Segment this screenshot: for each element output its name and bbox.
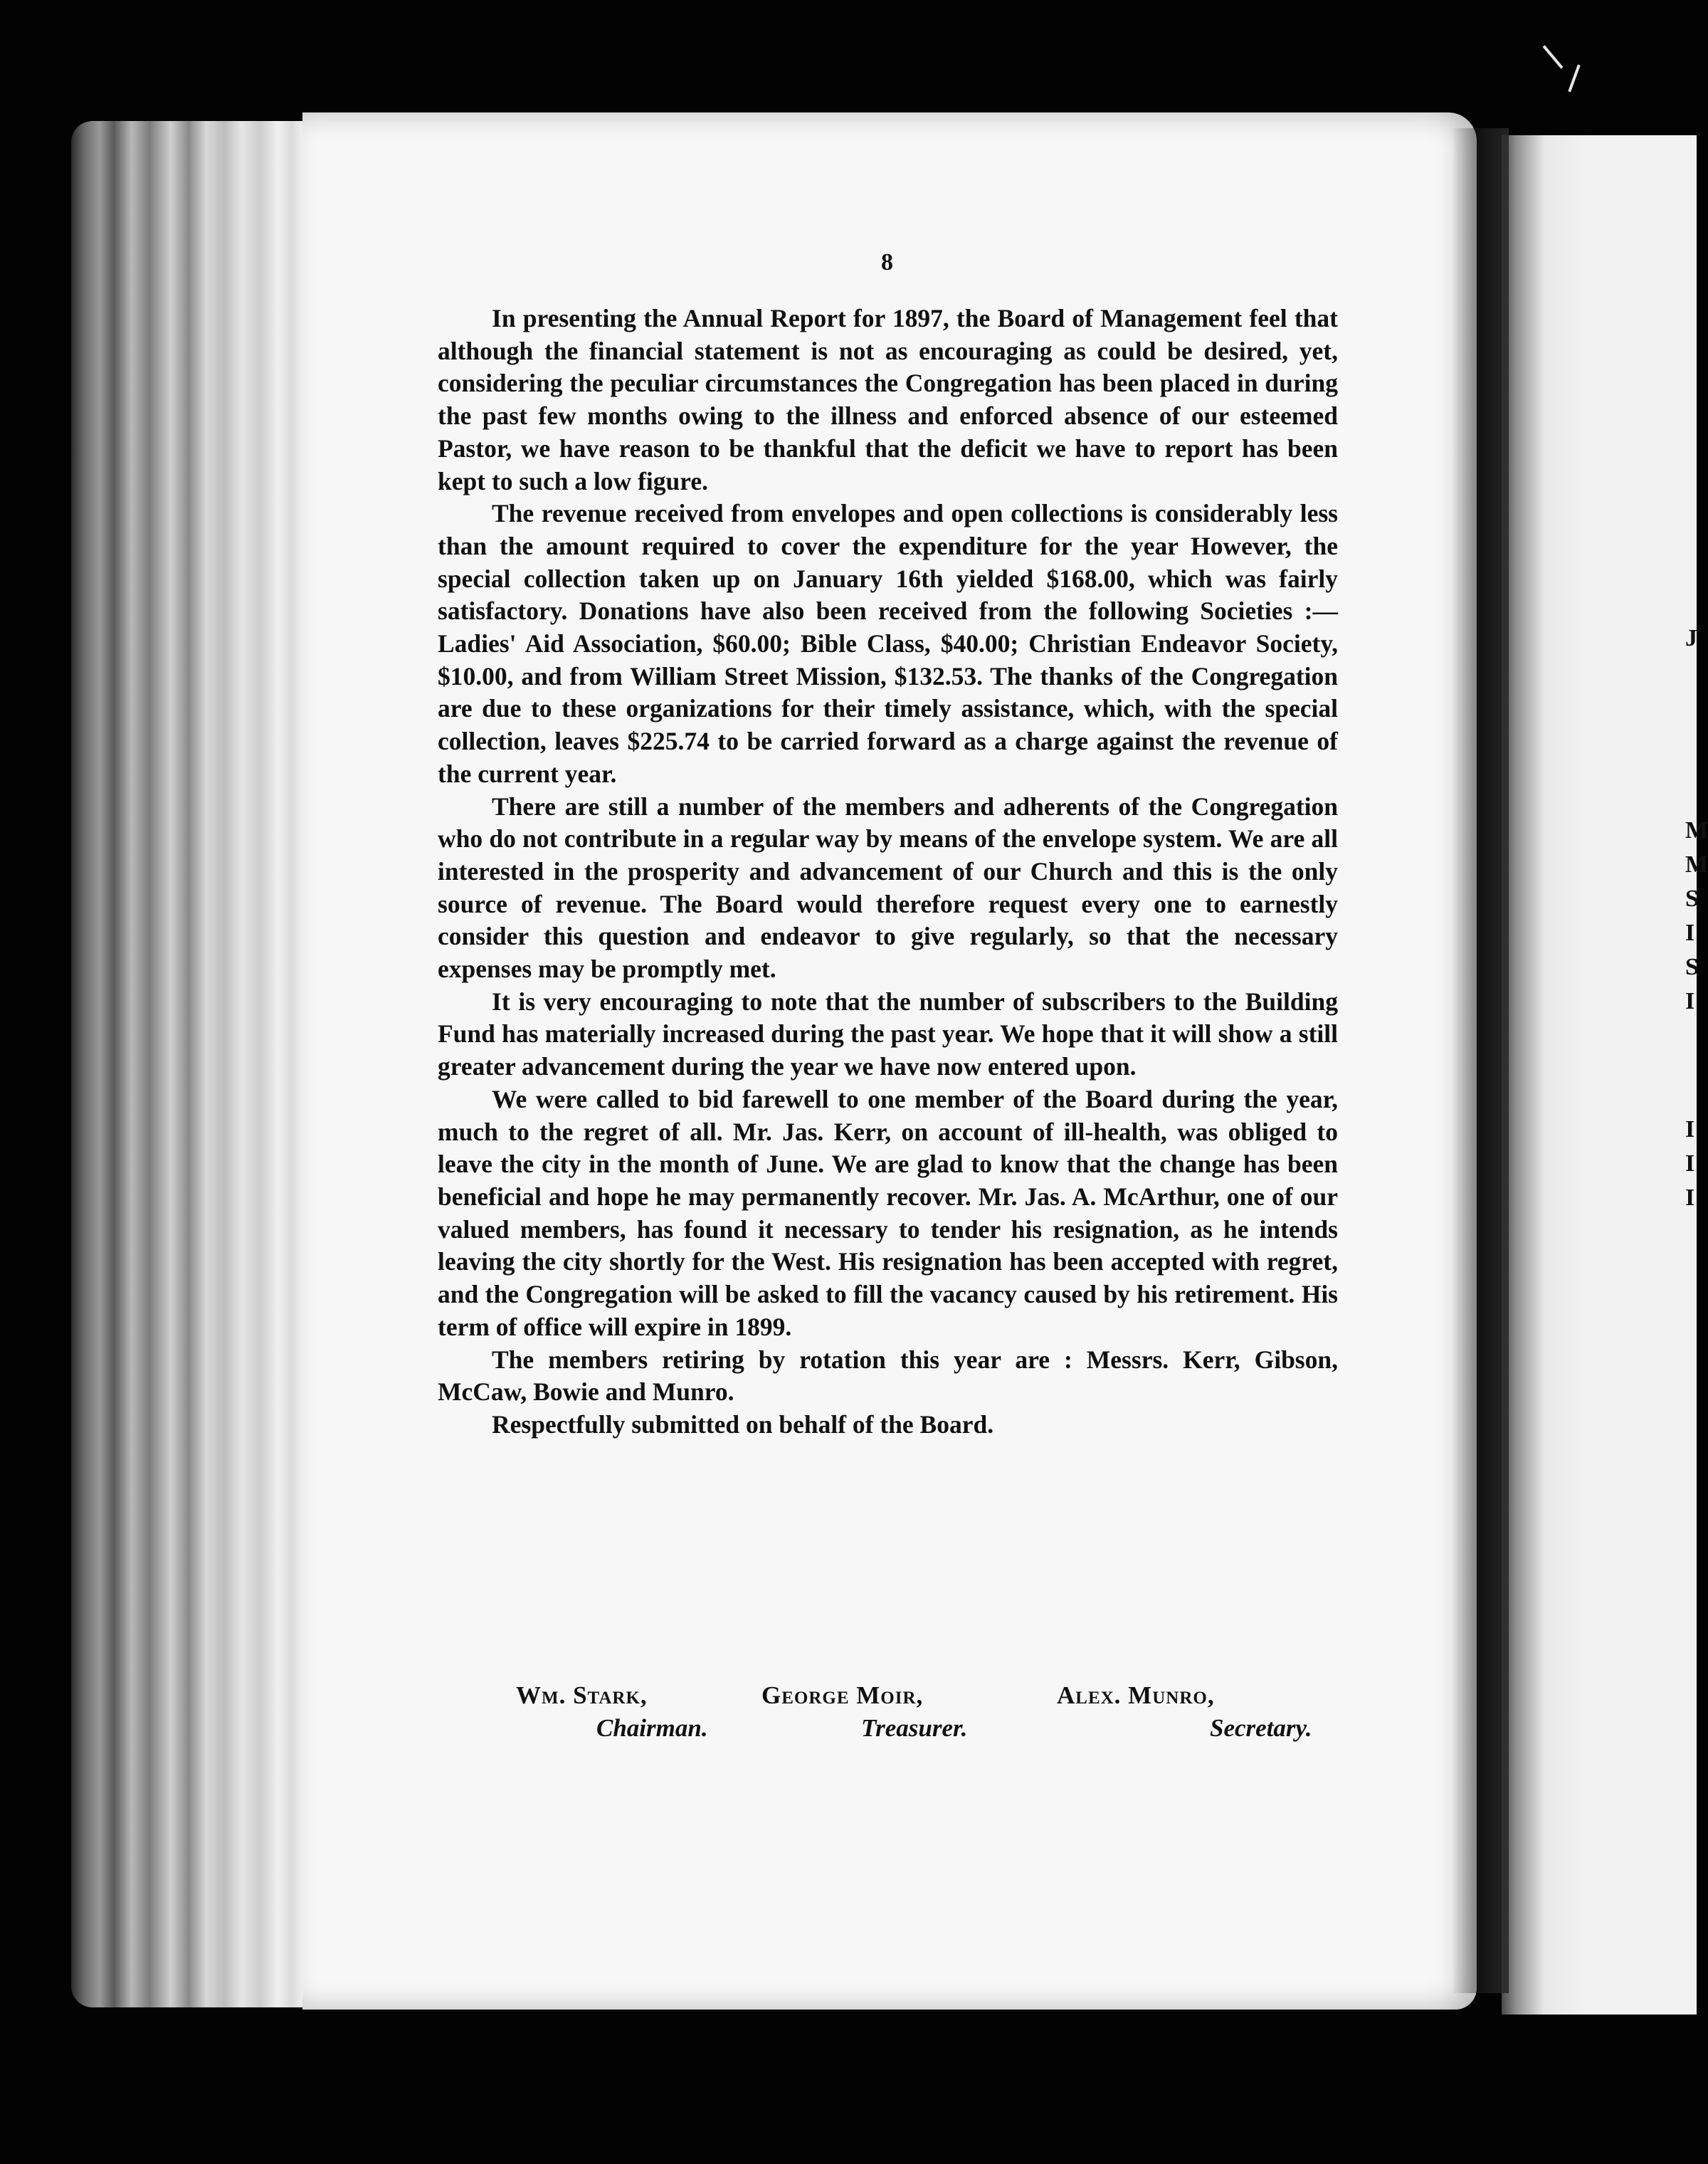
page-number: 8 [881,249,893,275]
scan-speck [1543,45,1564,68]
gutter-shadow [1452,128,1509,1993]
paragraph: Respectfully submitted on behalf of the Board. [492,1409,994,1439]
facing-page-letter: J [1685,625,1697,651]
facing-page-letter: I [1685,1116,1695,1143]
paragraph: It is very encouraging to note that the number of subscribers to the Building Fund has materially increased during the past year. We hope that it will show a still greater advancement during the year we have now entered upon. [438,987,1338,1081]
facing-page [1502,135,1697,2015]
facing-page-letter: I [1685,920,1695,946]
paragraph: In presenting the Annual Report for 1897, the Board of Management feel that although the financial statement is not as encouraging as could be desired, yet, considering the peculiar circumstances the Congregation has been placed in during the past few months owing to the illness and enforced absence of our esteemed Pastor, we have reason to be thankful that the deficit we have to report has been kept to such a low figure. [438,304,1338,495]
facing-page-letter: I [1685,988,1695,1014]
paragraph: We were called to bid farewell to one member of the Board during the year, much to the regret of all. Mr. Jas. Kerr, on account of ill-health, was obliged to leave the city in the month of June. We are glad to know that the change has been beneficial and hope he may permanently recover. Mr. Jas. A. McArthur, one of our valued members, has found it necessary to tender his resignation, as he intends leaving the city shortly for the West. His resignation has been accepted with regret, and the Congregation will be asked to fill the vacancy caused by his retirement. His term of office will expire in 1899. [438,1084,1338,1341]
facing-page-letter: I [1685,1185,1695,1211]
signatory-name: George Moir, [761,1681,924,1709]
facing-page-letter: M [1685,817,1708,844]
facing-page-letter: I [1685,1150,1695,1177]
signature-block [438,1681,1338,1760]
scan-speck [1568,65,1580,93]
signatory-title: Chairman. [596,1714,708,1742]
facing-page-letter: M [1685,851,1708,878]
report-body [438,303,1338,1441]
signatory-name: Alex. Munro, [1057,1681,1215,1709]
signatory-title: Secretary. [1210,1714,1312,1742]
paragraph: There are still a number of the members and adherents of the Congregation who do not contribute in a regular way by means of the envelope system. We are all interested in the prosperity and advancement of our Church and this is the only source of revenue. The Board would therefore request every one to earnestly consider this question and endeavor to give regularly, so that the necessary expenses may be promptly met. [438,792,1338,984]
book-page-edges [71,121,306,2007]
signatory-name: Wm. Stark, [516,1681,648,1709]
facing-page-letter: S [1685,886,1699,912]
signatory-title: Treasurer. [861,1714,968,1742]
paragraph: The revenue received from envelopes and open collections is considerably less than the amount required to cover the expenditure for the year However, the special collection taken up on January 16th yielded $168.00, which was fairly satisfactory. Donations have also been received from the following Societies :—Ladies' Aid Association, $60.00; Bible Class, $40.00; Christian Endeavor Society, $10.00, and from William Street Mission, $132.53. The thanks of the Congregation are due to these organizations for their timely assistance, which, with the special collection, leaves $225.74 to be carried forward as a charge against the revenue of the current year. [438,499,1338,788]
facing-page-letter: S [1685,954,1699,980]
paragraph: The members retiring by rotation this year are : Messrs. Kerr, Gibson, McCaw, Bowie and Munro. [438,1345,1338,1407]
